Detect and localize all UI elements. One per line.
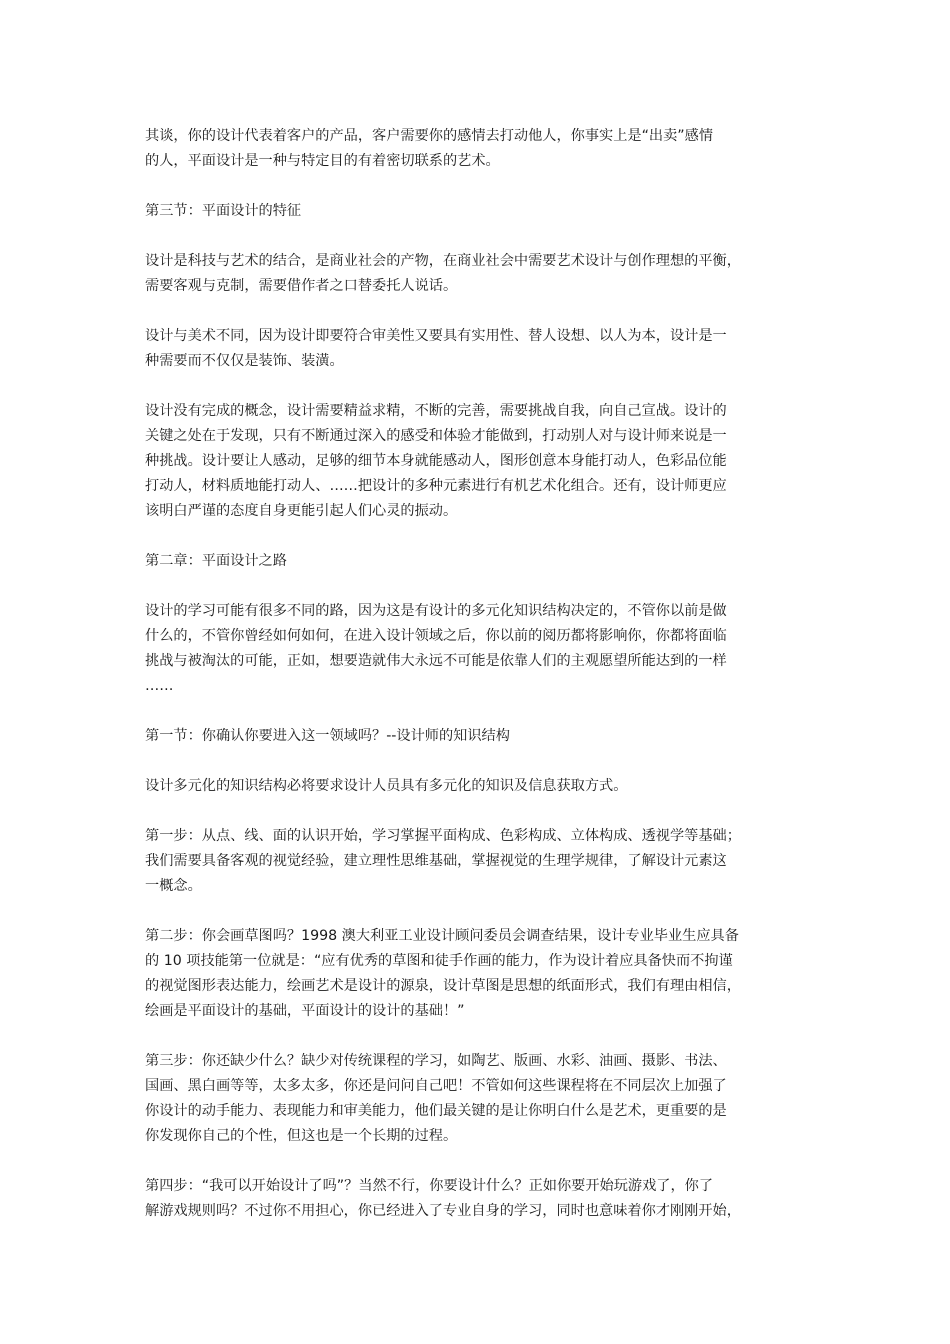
paragraph-step-1: 第一步：从点、线、面的认识开始，学习掌握平面构成、色彩构成、立体构成、透视学等基础； 我们需要具备客观的视觉经验，建立理性思维基础，掌握视觉的生理学规律，了解设计元素这 一概念。 (145, 828, 741, 894)
paragraph-learning-paths: 设计的学习可能有很多不同的路，因为这是有设计的多元化知识结构决定的，不管你以前是做 什么的，不管你曾经如何如何，在进入设计领域之后，你以前的阅历都将影响你，你都将面临 挑战与被淘汰的可能，正如，想要造就伟大永远不可能是依靠人们的主观愿望所能达到的一样 …… (145, 603, 727, 694)
paragraph-science-art: 设计是科技与艺术的结合，是商业社会的产物，在商业社会中需要艺术设计与创作理想的平衡， 需要客观与克制，需要借作者之口替委托人说话。 (145, 253, 741, 294)
section-heading-3: 第三节：平面设计的特征 (145, 203, 302, 219)
section-heading-1: 第一节：你确认你要进入这一领域吗？--设计师的知识结构 (145, 728, 510, 744)
paragraph-intro-emotion: 其谈，你的设计代表着客户的产品，客户需要你的感情去打动他人，你事实上是“出卖”感情 的人，平面设计是一种与特定目的有着密切联系的艺术。 (145, 128, 714, 169)
paragraph-step-3: 第三步：你还缺少什么？缺少对传统课程的学习，如陶艺、版画、水彩、油画、摄影、书法、 国画、黑白画等等，太多太多，你还是问问自己吧！不管如何这些课程将在不同层次上加强了 你设计的动手能力、表现能力和审美能力，他们最关键的是让你明白什么是艺术，更重要的是 你发现你自己的个性，但这也是一个长期的过程。 (145, 1053, 727, 1144)
paragraph-knowledge-structure: 设计多元化的知识结构必将要求设计人员具有多元化的知识及信息获取方式。 (145, 778, 628, 794)
paragraph-design-vs-art: 设计与美术不同，因为设计即要符合审美性又要具有实用性、替人设想、以人为本，设计是一 种需要而不仅仅是装饰、装潢。 (145, 328, 727, 369)
paragraph-step-2: 第二步：你会画草图吗？1998 澳大利亚工业设计顾问委员会调查结果，设计专业毕业生应具备 的 10 项技能第一位就是：“应有优秀的草图和徒手作画的能力，作为设计着应具备快而不拘谨 的视觉图形表达能力，绘画艺术是设计的源泉，设计草图是思想的纸面形式，我们有理由相信， 绘画是平面设计的基础，平面设计的设计的基础！” (145, 928, 741, 1019)
paragraph-no-completion: 设计没有完成的概念，设计需要精益求精，不断的完善，需要挑战自我，向自己宣战。设计的 关键之处在于发现，只有不断通过深入的感受和体验才能做到，打动别人对与设计师来说是一 种挑战。设计要让人感动，足够的细节本身就能感动人，图形创意本身能打动人，色彩品位能 打动人，材料质地能打动人、……把设计的多种元素进行有机艺术化组合。还有，设计师更应 该明白严谨的态度自身更能引起人们心灵的振动。 (145, 403, 727, 519)
document-page (145, 124, 821, 1249)
paragraph-step-4: 第四步：“我可以开始设计了吗”？当然不行，你要设计什么？正如你要开始玩游戏了，你了 解游戏规则吗？不过你不用担心，你已经进入了专业自身的学习，同时也意味着你才刚刚开始， (145, 1178, 741, 1219)
chapter-heading-2: 第二章：平面设计之路 (145, 553, 287, 569)
